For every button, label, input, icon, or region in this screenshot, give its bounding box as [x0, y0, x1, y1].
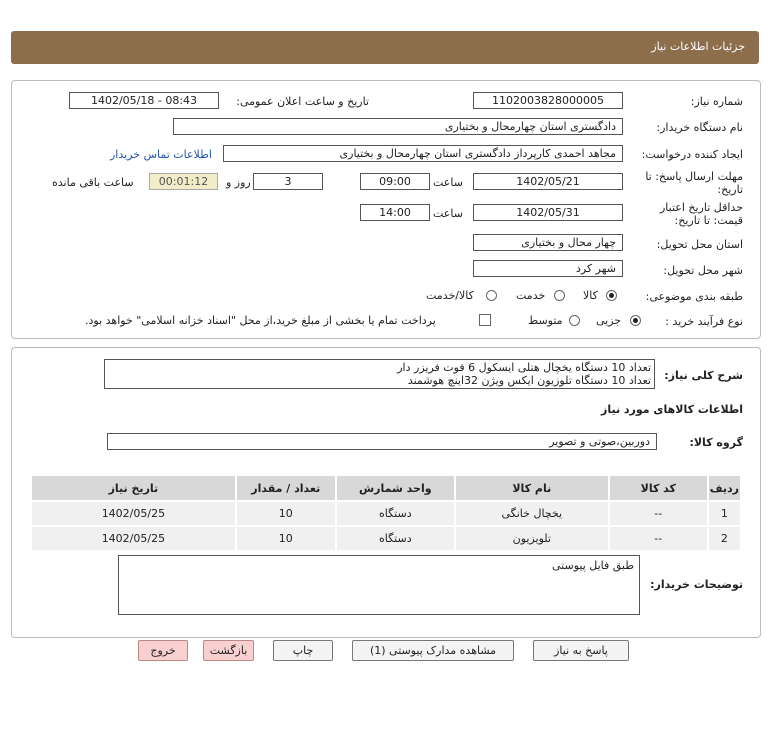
- table-row[interactable]: [31, 526, 741, 551]
- summary-line-1: تعداد 10 دستگاه یخچال هتلی ایسکول 6 فوت فریزر دار: [397, 361, 651, 374]
- category-service-label: خدمت: [516, 289, 546, 302]
- process-label: نوع فرآیند خرید :: [665, 315, 743, 328]
- cell-unit: دستگاه: [336, 501, 455, 526]
- validity-date-field: 1402/05/31: [473, 204, 623, 221]
- cell-qty: 10: [236, 526, 336, 551]
- delivery-city-field: شهر کرد: [473, 260, 623, 277]
- treasury-payment-label: پرداخت تمام یا بخشی از مبلغ خرید،از محل "اسناد خزانه اسلامی" خواهد بود.: [85, 314, 436, 327]
- deadline-label: مهلت ارسال پاسخ: تا: [645, 170, 743, 183]
- back-button[interactable]: بازگشت: [203, 640, 254, 661]
- validity-time-field: 14:00: [360, 204, 430, 221]
- goods-table: [30, 474, 742, 552]
- page-title: جزئیات اطلاعات نیاز: [651, 40, 745, 53]
- summary-line-2: تعداد 10 دستگاه تلوزیون ایکس ویژن 32اینچ هوشمند: [407, 374, 651, 387]
- col-unit-header: واحد شمارش: [336, 475, 455, 501]
- delivery-province-field: چهار محال و بختیاری: [473, 234, 623, 251]
- deadline-label-date: تاریخ:: [717, 183, 743, 196]
- announce-label: تاریخ و ساعت اعلان عمومی:: [236, 95, 369, 108]
- goods-group-field: دوربین،صوتی و تصویر: [107, 433, 657, 450]
- buyer-notes-label: توضیحات خریدار:: [650, 578, 743, 591]
- creator-label: ایجاد کننده درخواست:: [641, 148, 743, 161]
- category-service-radio[interactable]: [554, 290, 565, 301]
- validity-label-date: قیمت: تا تاریخ:: [674, 214, 743, 227]
- buyer-org-label: نام دستگاه خریدار:: [656, 121, 743, 134]
- deadline-date-field: 1402/05/21: [473, 173, 623, 190]
- creator-field: مجاهد احمدی کارپرداز دادگستری استان چهارمحال و بختیاری: [223, 145, 623, 162]
- cell-qty: 10: [236, 501, 336, 526]
- summary-box: [104, 359, 655, 389]
- cell-code: --: [609, 526, 708, 551]
- validity-label: حداقل تاریخ اعتبار: [659, 201, 743, 214]
- process-minor-label: جزیی: [596, 314, 622, 327]
- days-field: 3: [253, 173, 323, 190]
- cell-code: --: [609, 501, 708, 526]
- delivery-city-label: شهر محل تحویل:: [663, 264, 743, 277]
- table-header-row: [31, 475, 741, 501]
- process-medium-radio[interactable]: [569, 315, 580, 326]
- remaining-label: ساعت باقی مانده: [52, 176, 134, 189]
- page-header: [11, 31, 759, 64]
- remaining-time-field: 00:01:12: [149, 173, 218, 190]
- announce-field: 1402/05/18 - 08:43: [69, 92, 219, 109]
- col-qty-header: تعداد / مقدار: [236, 475, 336, 501]
- col-row-header: ردیف: [708, 475, 741, 501]
- cell-row: 2: [708, 526, 741, 551]
- cell-date: 1402/05/25: [31, 501, 236, 526]
- cell-name: تلویزیون: [455, 526, 609, 551]
- goods-section-title: اطلاعات کالاهای مورد نیاز: [601, 403, 743, 416]
- buyer-notes-box: [118, 555, 640, 615]
- deadline-time-label: ساعت: [433, 176, 463, 189]
- buyer-org-field: دادگستری استان چهارمحال و بختیاری: [173, 118, 623, 135]
- buyer-contact-link[interactable]: اطلاعات تماس خریدار: [110, 148, 212, 161]
- need-number-field: 1102003828000005: [473, 92, 623, 109]
- days-label: روز و: [226, 176, 251, 189]
- cell-date: 1402/05/25: [31, 526, 236, 551]
- validity-time-label: ساعت: [433, 207, 463, 220]
- col-date-header: تاریخ نیاز: [31, 475, 236, 501]
- col-name-header: نام کالا: [455, 475, 609, 501]
- cell-row: 1: [708, 501, 741, 526]
- category-goods-radio[interactable]: [606, 290, 617, 301]
- col-code-header: کد کالا: [609, 475, 708, 501]
- need-number-label: شماره نیاز:: [690, 95, 743, 108]
- cell-unit: دستگاه: [336, 526, 455, 551]
- category-label: طبقه بندی موضوعی:: [645, 290, 743, 303]
- deadline-time-field: 09:00: [360, 173, 430, 190]
- treasury-payment-checkbox[interactable]: [479, 314, 491, 326]
- buyer-notes-text: طبق فایل پیوستی: [551, 559, 634, 572]
- category-both-radio[interactable]: [486, 290, 497, 301]
- process-minor-radio[interactable]: [630, 315, 641, 326]
- goods-group-label: گروه کالا:: [689, 436, 743, 449]
- print-button[interactable]: چاپ: [273, 640, 333, 661]
- category-goods-label: کالا: [583, 289, 598, 302]
- exit-button[interactable]: خروج: [138, 640, 188, 661]
- process-medium-label: متوسط: [528, 314, 563, 327]
- table-row[interactable]: [31, 501, 741, 526]
- summary-label: شرح کلی نیاز:: [664, 369, 743, 382]
- view-attachments-button[interactable]: مشاهده مدارک پیوستی (1): [352, 640, 514, 661]
- cell-name: یخچال خانگی: [455, 501, 609, 526]
- delivery-province-label: استان محل تحویل:: [656, 238, 743, 251]
- reply-button[interactable]: پاسخ به نیاز: [533, 640, 629, 661]
- category-both-label: کالا/خدمت: [426, 289, 474, 302]
